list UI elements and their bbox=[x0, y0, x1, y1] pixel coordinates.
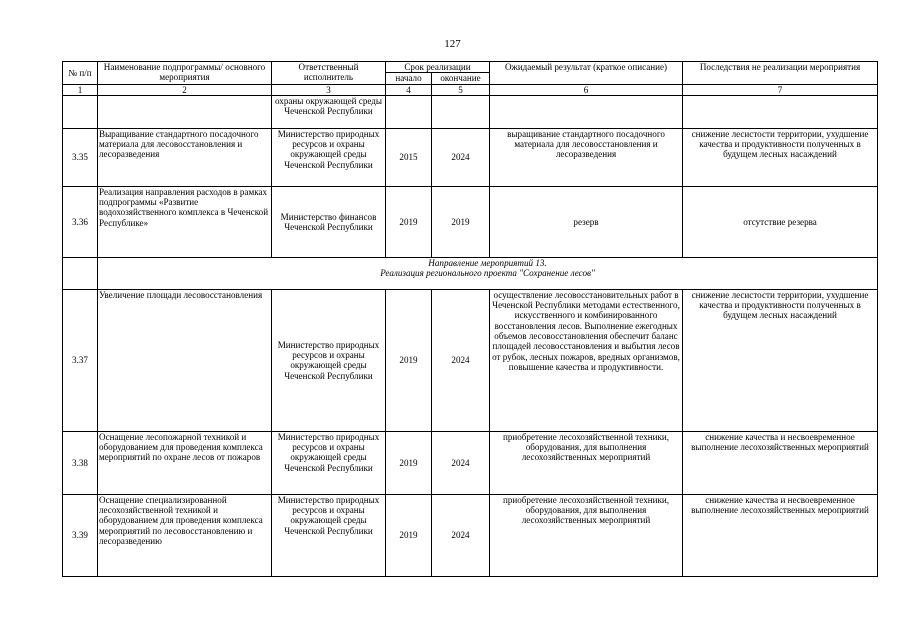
column-number: 7 bbox=[683, 84, 878, 95]
row-consequences: отсутствие резерва bbox=[683, 186, 878, 257]
table-row bbox=[63, 186, 878, 257]
row-result: приобретение лесохозяйственной техники, оборудования, для выполнения лесохозяйственных мероприятий bbox=[490, 431, 683, 494]
row-start: 2015 bbox=[386, 128, 432, 186]
row-responsible: Министерство природных ресурсов и охраны окружающей среды Чеченской Республики bbox=[272, 128, 386, 186]
table-row bbox=[63, 494, 878, 576]
header-responsible: Ответственный исполнитель bbox=[272, 62, 386, 85]
row-end: 2019 bbox=[432, 186, 490, 257]
row-end: 2024 bbox=[432, 128, 490, 186]
row-end: 2024 bbox=[432, 289, 490, 431]
header-num: № п/п bbox=[63, 62, 98, 85]
column-number: 3 bbox=[272, 84, 386, 95]
row-responsible: Министерство финансов Чеченской Республики bbox=[272, 186, 386, 257]
row-num: 3.36 bbox=[63, 186, 98, 257]
row-result: выращивание стандартного посадочного материала для лесовосстановления и лесоразведения bbox=[490, 128, 683, 186]
header-start: начало bbox=[386, 73, 432, 84]
column-number: 2 bbox=[98, 84, 272, 95]
table-row bbox=[63, 95, 878, 128]
row-end bbox=[432, 95, 490, 128]
row-start: 2019 bbox=[386, 186, 432, 257]
row-consequences: снижение качества и несвоевременное выполнение лесохозяйственных мероприятий bbox=[683, 494, 878, 576]
row-num bbox=[63, 95, 98, 128]
header-result: Ожидаемый результат (краткое описание) bbox=[490, 62, 683, 85]
row-consequences: снижение лесистости территории, ухудшение качества и продуктивности полученных в будущем лесных насаждений bbox=[683, 128, 878, 186]
row-consequences bbox=[683, 95, 878, 128]
row-result: резерв bbox=[490, 186, 683, 257]
row-name: Реализация направления расходов в рамках подпрограммы «Развитие водохозяйственного комплекса в Чеченской Республике» bbox=[98, 186, 272, 257]
column-number: 1 bbox=[63, 84, 98, 95]
page-number: 127 bbox=[444, 38, 461, 50]
table-row bbox=[63, 431, 878, 494]
table-row bbox=[63, 128, 878, 186]
row-responsible: Министерство природных ресурсов и охраны окружающей среды Чеченской Республики bbox=[272, 431, 386, 494]
column-number: 5 bbox=[432, 84, 490, 95]
row-name bbox=[98, 95, 272, 128]
section-heading-line2: Реализация регионального проекта "Сохранение лесов" bbox=[380, 268, 595, 279]
row-name: Увеличение площади лесовосстановления bbox=[98, 289, 272, 431]
row-num: 3.39 bbox=[63, 494, 98, 576]
row-num: 3.38 bbox=[63, 431, 98, 494]
row-num: 3.37 bbox=[63, 289, 98, 431]
row-responsible: охраны окружающей среды Чеченской Республики bbox=[272, 95, 386, 128]
row-start: 2019 bbox=[386, 494, 432, 576]
section-row bbox=[63, 257, 878, 289]
row-consequences: снижение лесистости территории, ухудшение качества и продуктивности полученных в будущем лесных насаждений bbox=[683, 289, 878, 431]
column-number: 6 bbox=[490, 84, 683, 95]
header-end: окончание bbox=[432, 73, 490, 84]
row-start bbox=[386, 95, 432, 128]
row-end: 2024 bbox=[432, 494, 490, 576]
row-num: 3.35 bbox=[63, 128, 98, 186]
row-name: Оснащение лесопожарной техникой и оборудованием для проведения комплекса мероприятий по охране лесов от пожаров bbox=[98, 431, 272, 494]
row-end: 2024 bbox=[432, 431, 490, 494]
row-name: Оснащение специализированной лесохозяйственной техникой и оборудованием для проведения комплекса мероприятий по лесовосстановлению и лесоразведению bbox=[98, 494, 272, 576]
row-name: Выращивание стандартного посадочного материала для лесовосстановления и лесоразведения bbox=[98, 128, 272, 186]
row-start: 2019 bbox=[386, 431, 432, 494]
column-number: 4 bbox=[386, 84, 432, 95]
section-heading bbox=[98, 257, 878, 289]
header-term: Срок реализации bbox=[386, 62, 490, 73]
header-name: Наименование подпрограммы/ основного мероприятия bbox=[98, 62, 272, 85]
table-row bbox=[63, 289, 878, 431]
row-start: 2019 bbox=[386, 289, 432, 431]
row-result: приобретение лесохозяйственной техники, оборудования, для выполнения лесохозяйственных мероприятий bbox=[490, 494, 683, 576]
section-heading-line1: Направление мероприятий 13. bbox=[428, 257, 547, 268]
row-result bbox=[490, 95, 683, 128]
section-num-cell bbox=[63, 257, 98, 289]
row-responsible: Министерство природных ресурсов и охраны окружающей среды Чеченской Республики bbox=[272, 494, 386, 576]
row-consequences: снижение качества и несвоевременное выполнение лесохозяйственных мероприятий bbox=[683, 431, 878, 494]
row-responsible: Министерство природных ресурсов и охраны окружающей среды Чеченской Республики bbox=[272, 289, 386, 431]
header-consequences: Последствия не реализации мероприятия bbox=[683, 62, 878, 85]
measures-table bbox=[62, 61, 878, 577]
row-result: осуществление лесовосстановительных работ в Чеченской Республики методами естественного, искусственного и комбинированного восстановления лесов. Выполнение ежегодных объемов лесовосстановления обеспечит баланс площадей лесовосстановления и выбытия лесов от рубок, лесных пожаров, вредных организмов, повышение качества и продуктивности. bbox=[490, 289, 683, 431]
